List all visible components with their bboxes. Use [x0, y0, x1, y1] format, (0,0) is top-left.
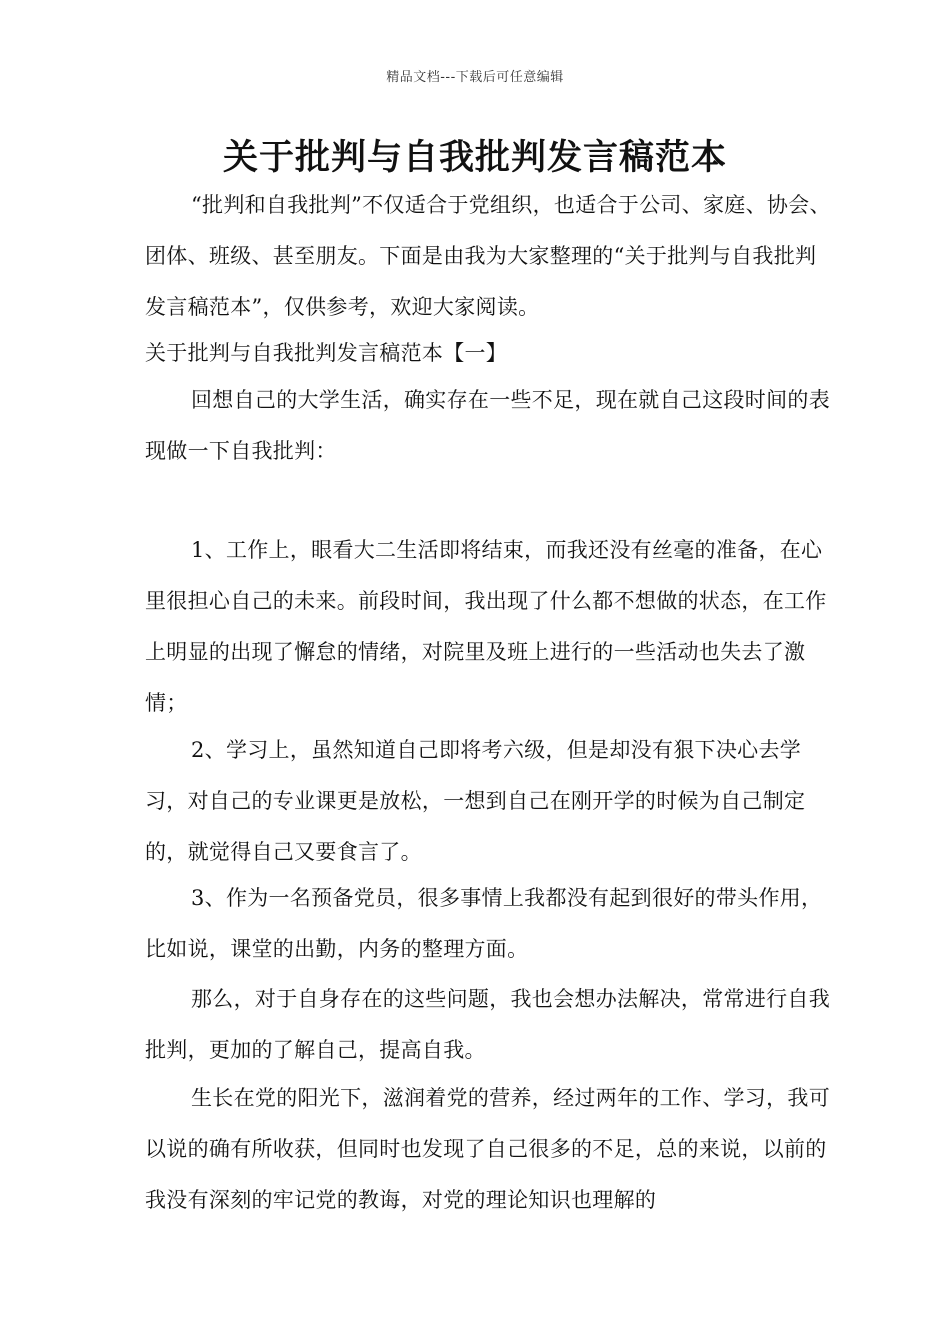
document-title: 关于批判与自我批判发言稿范本 — [222, 138, 727, 178]
body-paragraph-6: 生长在党的阳光下，滋润着党的营养，经过两年的工作、学习，我可以说的确有所收获，但同时也发现了自己很多的不足，总的来说，以前的我没有深刻的牢记党的教诲，对党的理论知识也理解的 — [145, 1086, 830, 1212]
page-header: 精品文档---下载后可任意编辑 — [386, 70, 564, 85]
body-paragraph-1: 回想自己的大学生活，确实存在一些不足，现在就自己这段时间的表现做一下自我批判： — [145, 388, 830, 463]
intro-paragraph: “批判和自我批判”不仅适合于党组织，也适合于公司、家庭、协会、团体、班级、甚至朋友。下面是由我为大家整理的“关于批判与自我批判发言稿范本”，仅供参考，欢迎大家阅读。 — [145, 193, 831, 319]
body-paragraph-4: 3、作为一名预备党员，很多事情上我都没有起到很好的带头作用，比如说，课堂的出勤，内务的整理方面。 — [145, 886, 823, 961]
body-paragraph-2: 1、工作上，眼看大二生活即将结束，而我还没有丝毫的准备，在心里很担心自己的未来。前段时间，我出现了什么都不想做的状态，在工作上明显的出现了懈怠的情绪，对院里及班上进行的一些活动也失去了激情； — [145, 538, 827, 715]
section-heading: 关于批判与自我批判发言稿范本【一】 — [145, 341, 508, 365]
body-paragraph-5: 那么，对于自身存在的这些问题，我也会想办法解决，常常进行自我批判，更加的了解自己，提高自我。 — [145, 987, 830, 1062]
body-paragraph-3: 2、学习上，虽然知道自己即将考六级，但是却没有狠下决心去学习，对自己的专业课更是放松，一想到自己在刚开学的时候为自己制定的，就觉得自己又要食言了。 — [145, 738, 806, 864]
